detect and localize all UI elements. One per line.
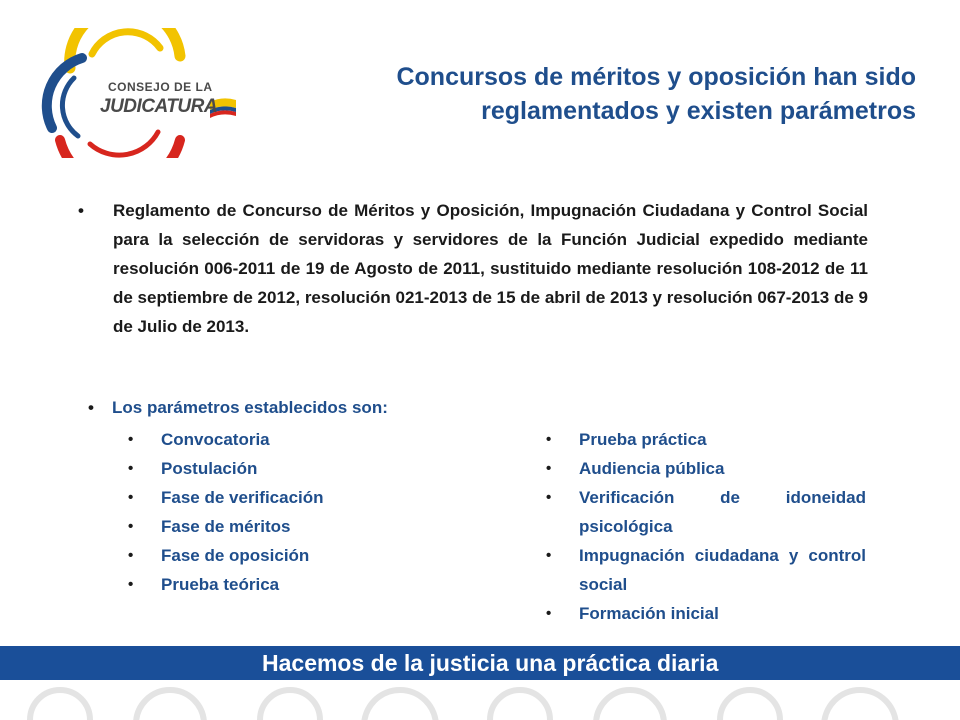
list-item-text: Verificación de idoneidad psicológica <box>579 488 866 536</box>
list-item-text: Prueba práctica <box>579 430 707 449</box>
list-item-text: Fase de oposición <box>161 546 310 565</box>
title-line-2: reglamentados y existen parámetros <box>481 97 916 125</box>
list-item <box>546 541 866 599</box>
list-item-text: Formación inicial <box>579 604 719 623</box>
bullet-icon: • <box>128 547 134 564</box>
regulation-list <box>78 196 868 341</box>
list-item <box>128 541 428 570</box>
footer <box>0 646 960 720</box>
bullet-icon: • <box>546 431 552 448</box>
bullet-icon: • <box>128 518 134 535</box>
list-item <box>128 512 428 541</box>
list-item <box>128 483 428 512</box>
list-item <box>128 425 428 454</box>
list-item-text: Fase de méritos <box>161 517 291 536</box>
slogan-text: Hacemos de la justicia una práctica diaria <box>262 650 719 676</box>
bullet-icon: • <box>128 489 134 506</box>
title-line-1: Concursos de méritos y oposición han sido <box>396 63 916 91</box>
params-heading <box>88 398 388 418</box>
logo-text-consejo: CONSEJO DE LA <box>108 80 213 94</box>
params-heading-text: Los parámetros establecidos son: <box>112 398 388 417</box>
list-item-text: Impugnación ciudadana y control social <box>579 546 866 594</box>
list-item <box>128 454 428 483</box>
slogan-band <box>0 646 960 680</box>
params-right-list <box>546 425 866 628</box>
consejo-judicatura-logo <box>30 28 250 158</box>
bullet-icon: • <box>128 460 134 477</box>
list-item <box>546 425 866 454</box>
regulation-bullet <box>78 196 868 341</box>
bullet-icon: • <box>546 605 552 622</box>
bullet-icon: • <box>128 431 134 448</box>
list-item-text: Fase de verificación <box>161 488 324 507</box>
slide-title <box>316 60 916 128</box>
bullet-icon: • <box>546 547 552 564</box>
logo-text-judicatura: JUDICATURA <box>100 96 218 117</box>
list-item <box>546 483 866 541</box>
bullet-icon: • <box>546 460 552 477</box>
bullet-icon: • <box>88 398 94 417</box>
list-item <box>128 570 428 599</box>
regulation-text: Reglamento de Concurso de Méritos y Oposición, Impugnación Ciudadana y Control Social para la selección de servidoras y servidores de la Función Judicial expedido mediante resolución 006-2011 de 19 de Agosto de 2011, sustituido mediante resolución 108-2012 de 11 de septiembre de 2012, resolución 021-2013 de 15 de abril de 2013 y resolución 067-2013 de 9 de Julio de 2013. <box>113 201 868 336</box>
params-left-list <box>128 425 428 599</box>
bullet-icon: • <box>128 576 134 593</box>
list-item-text: Postulación <box>161 459 258 478</box>
list-item-text: Convocatoria <box>161 430 270 449</box>
rings-watermark-icon <box>0 680 960 720</box>
list-item <box>546 599 866 628</box>
bullet-icon: • <box>78 201 84 220</box>
list-item-text: Audiencia pública <box>579 459 725 478</box>
bullet-icon: • <box>546 489 552 506</box>
list-item-text: Prueba teórica <box>161 575 280 594</box>
list-item <box>546 454 866 483</box>
